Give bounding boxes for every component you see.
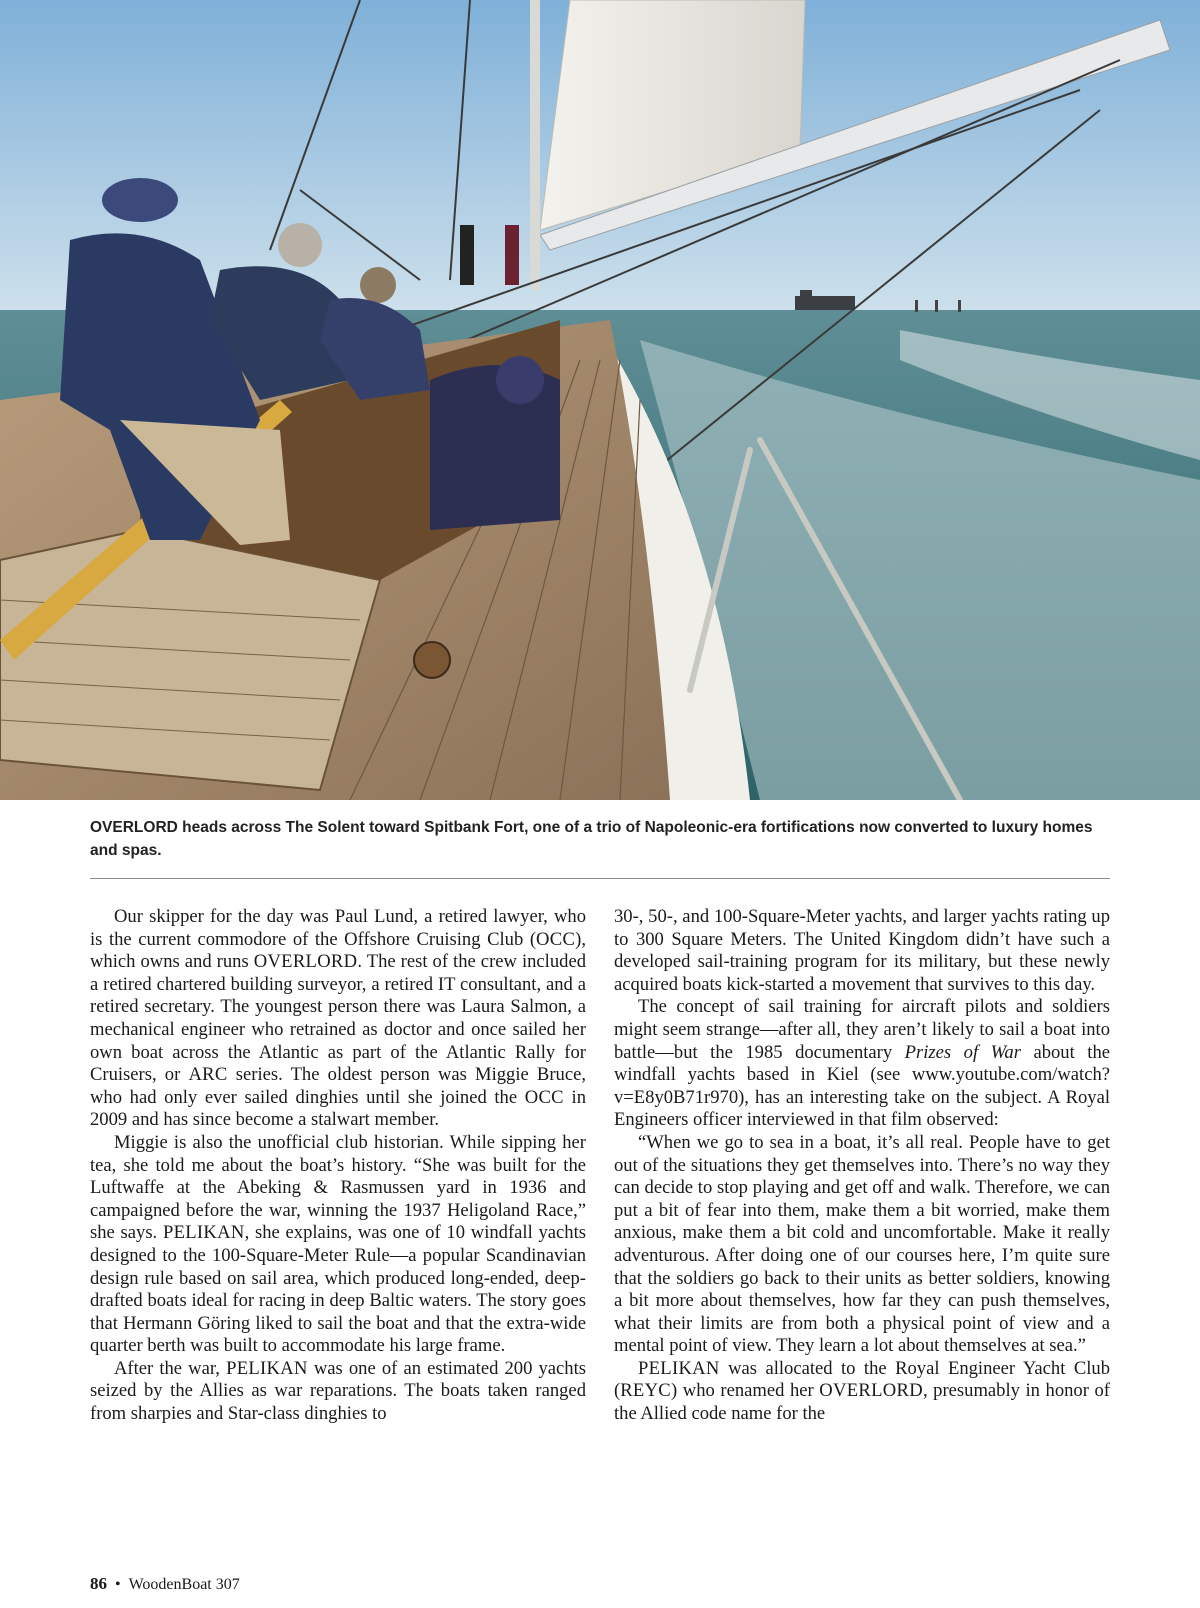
caption-divider bbox=[90, 878, 1110, 879]
article-paragraph: 30-, 50-, and 100-Square-Meter yachts, and larger yachts rating up to 300 Square Meters. The United Kingdom didn’t have such a developed sail-training program for its military, but these newly acquired boats kick-started a movement that survives to this day. bbox=[614, 906, 1110, 995]
article-paragraph: After the war, PELIKAN was one of an estimated 200 yachts seized by the Allies as war reparations. The boats taken ranged from sharpies and Star-class dinghies to bbox=[90, 1357, 587, 1425]
article-paragraph: Miggie is also the unofficial club historian. While sipping her tea, she told me about the boat’s history. “She was built for the Luftwaffe at the Abeking & Rasmussen yard in 1936 and campaigned before the war, winning the 1937 Heligoland Race,” she says. PELIKAN, she explains, was one of 10 windfall yachts designed to the 100-Square-Meter Rule—a popular Scandinavian design rule based on sail area, which produced long-ended, deep-drafted boats ideal for racing in deep Baltic waters. The story goes that Hermann Göring liked to sail the boat and that the extra-wide quarter berth was built to accommodate his large frame. bbox=[90, 1131, 586, 1357]
article-column-right bbox=[614, 906, 1110, 1426]
sailing-photo bbox=[0, 0, 1200, 800]
page-number: 86 bbox=[90, 1574, 107, 1593]
article-paragraph: Our skipper for the day was Paul Lund, a retired lawyer, who is the current commodore of the Offshore Cruising Club (OCC), which owns and runs OVERLORD. The rest of the crew included a retired chartered building surveyor, a retired IT consultant, and a retired secretary. The youngest person there was Laura Salmon, a mechanical engineer who retrained as doctor and once sailed her own boat across the Atlantic as part of the Atlantic Rally for Cruisers, or ARC series. The oldest person was Miggie Bruce, who had only ever sailed dinghies until she joined the OCC in 2009 and has since become a stalwart member. bbox=[90, 906, 586, 1131]
publication-name: WoodenBoat 307 bbox=[128, 1576, 240, 1593]
cockpit-grating bbox=[0, 530, 380, 790]
photo-illustration bbox=[0, 0, 1200, 800]
article-quote: “When we go to sea in a boat, it’s all real. People have to get out of the situations they get themselves into. There’s no way they can decide to stop playing and get off and walk. Therefore, we can put a bit of fear into them, make them a bit worried, make them anxious, make them a bit cold and uncomfortable. Make it really adventurous. After doing one of our courses here, I’m quite sure that the soldiers go back to their units as better soldiers, knowing a bit more about themselves, how far they can push themselves, what their limits are from both a physical point of view and a mental point of view. They learn a lot about themselves at sea.” bbox=[614, 1131, 1110, 1357]
article-column-left bbox=[90, 906, 586, 1426]
block bbox=[414, 642, 450, 678]
spitbank-fort bbox=[795, 296, 855, 310]
article-paragraph: PELIKAN was allocated to the Royal Engineer Yacht Club (REYC) who renamed her OVERLORD, presumably in honor of the Allied code name for the bbox=[614, 1357, 1110, 1425]
footer-separator: • bbox=[115, 1576, 121, 1593]
photo-caption: OVERLORD heads across The Solent toward Spitbank Fort, one of a trio of Napoleonic-era fortifications now converted to luxury homes and spas. bbox=[90, 819, 1093, 859]
mast bbox=[530, 0, 540, 290]
page-footer bbox=[90, 1574, 240, 1595]
film-title: Prizes of War bbox=[904, 1041, 1021, 1063]
article-paragraph: The concept of sail training for aircraft pilots and soldiers might seem strange—after all, they aren’t likely to sail a boat into battle—but the 1985 documentary Prizes of War about the windfall yachts based in Kiel (see www.youtube.com/watch?v=E8y0B71r970), has an interesting take on the subject. A Royal Engineers officer interviewed in that film observed: bbox=[614, 996, 1110, 1131]
